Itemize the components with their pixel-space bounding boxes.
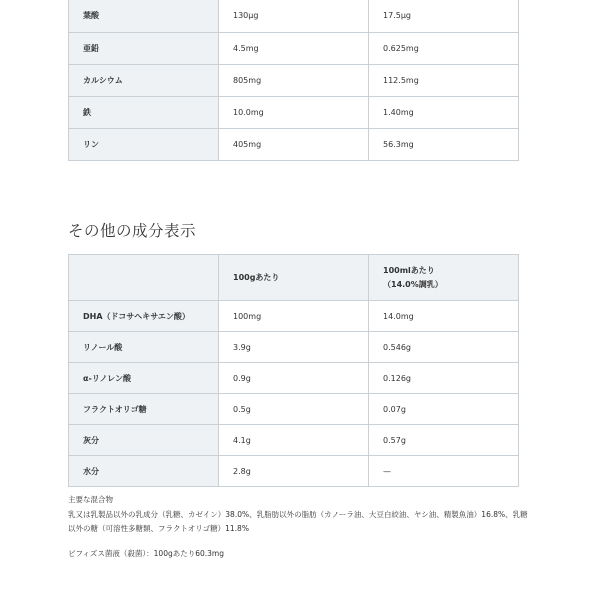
row-per100g-cell: 130μg [219,0,369,33]
table-row [69,394,519,425]
row-name-cell: フラクトオリゴ糖 [69,394,219,425]
row-per100ml-cell: 0.126g [369,363,519,394]
row-per100g-cell: 4.1g [219,425,369,456]
row-per100ml-cell: — [369,456,519,487]
row-per100g-cell: 805mg [219,65,369,97]
row-name-cell: DHA（ドコサヘキサエン酸） [69,301,219,332]
table-row [69,301,519,332]
notes-body: 乳又は乳製品以外の乳成分（乳糖、カゼイン）38.0%、乳脂肪以外の脂肪（カノーラ油、大豆白絞油、ヤシ油、精製魚油）16.8%、乳糖以外の糖（可溶性多糖類、フラクトオリゴ糖）11.8% [68,509,528,533]
row-per100ml-cell: 0.57g [369,425,519,456]
row-per100g-cell: 10.0mg [219,97,369,129]
header-cell-blank [69,255,219,301]
section-heading-other-components: その他の成分表示 [68,222,197,240]
table-row [69,129,519,161]
notes-section [68,493,528,561]
nutrition-table [68,0,519,161]
row-per100ml-cell: 17.5μg [369,0,519,33]
row-name-cell: α-リノレン酸 [69,363,219,394]
row-per100g-cell: 405mg [219,129,369,161]
row-per100ml-cell: 112.5mg [369,65,519,97]
row-name-cell: リン [69,129,219,161]
row-per100g-cell: 4.5mg [219,33,369,65]
row-per100ml-cell: 56.3mg [369,129,519,161]
table-row [69,425,519,456]
notes-bifidus: ビフィズス菌液（殺菌）：100gあたり60.3mg [68,548,224,558]
table-row [69,456,519,487]
table-row [69,0,519,33]
row-name-cell: 葉酸 [69,0,219,33]
row-per100ml-cell: 0.07g [369,394,519,425]
row-per100g-cell: 3.9g [219,332,369,363]
table-row [69,97,519,129]
header-per100ml-line1: 100mlあたり [383,265,435,275]
row-name-cell: リノール酸 [69,332,219,363]
table-row [69,65,519,97]
row-name-cell: 亜鉛 [69,33,219,65]
table-row [69,332,519,363]
row-per100g-cell: 2.8g [219,456,369,487]
row-name-cell: 水分 [69,456,219,487]
row-per100g-cell: 0.9g [219,363,369,394]
table-header-row [69,255,519,301]
row-per100ml-cell: 14.0mg [369,301,519,332]
row-per100g-cell: 100mg [219,301,369,332]
row-per100ml-cell: 0.546g [369,332,519,363]
row-name-cell: 鉄 [69,97,219,129]
row-name-cell: 灰分 [69,425,219,456]
other-components-table [68,254,519,487]
row-name-cell: カルシウム [69,65,219,97]
header-cell-per100g: 100gあたり [219,255,369,301]
header-cell-per100ml [369,255,519,301]
row-per100g-cell: 0.5g [219,394,369,425]
row-per100ml-cell: 1.40mg [369,97,519,129]
table-row [69,33,519,65]
row-per100ml-cell: 0.625mg [369,33,519,65]
header-per100ml-line2: （14.0%調乳） [383,279,443,289]
table-row [69,363,519,394]
notes-title: 主要な混合物 [68,495,113,504]
